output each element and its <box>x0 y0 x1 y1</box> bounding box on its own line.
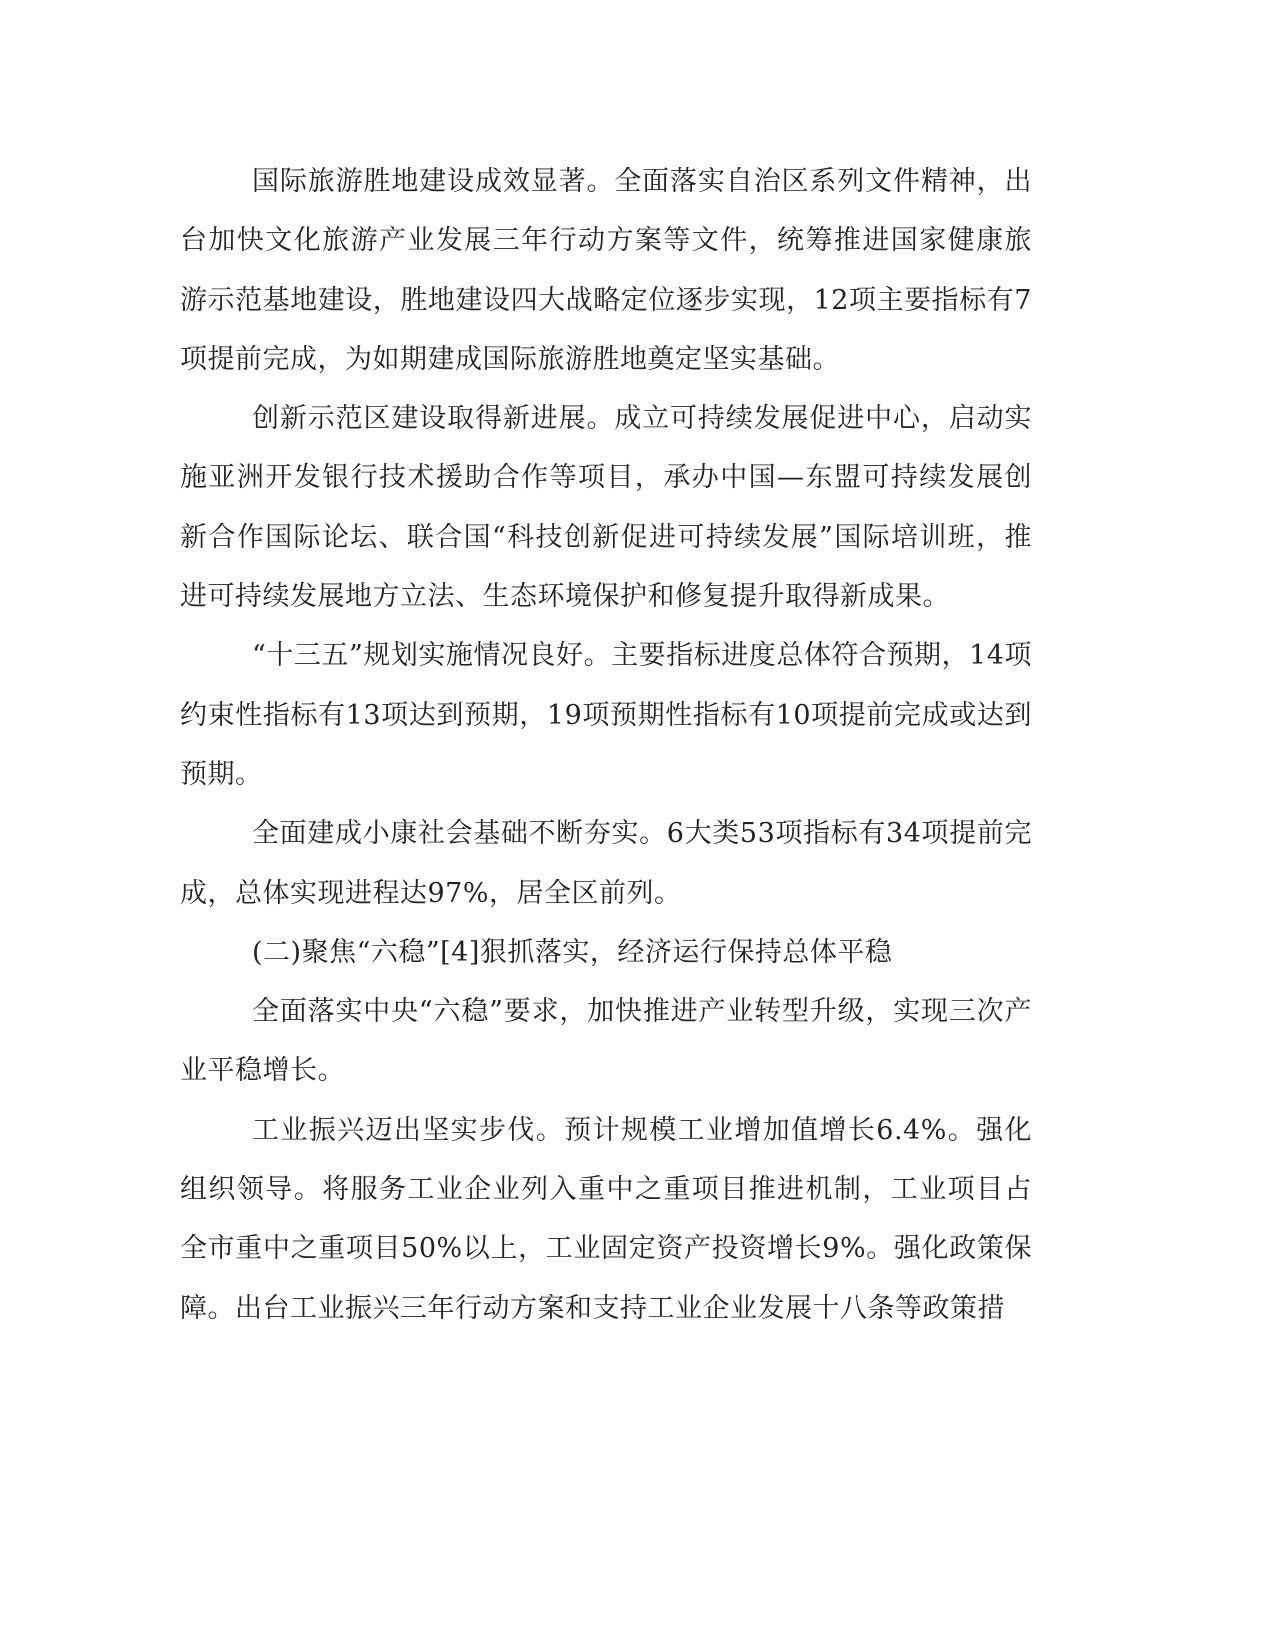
paragraph-five-year-plan: “十三五”规划实施情况良好。主要指标进度总体符合预期，14项约束性指标有13项达到预期，19项预期性指标有10项提前完成或达到预期。 <box>180 640 1032 790</box>
paragraph-tourism: 国际旅游胜地建设成效显著。全面落实自治区系列文件精神，出台加快文化旅游产业发展三年行动方案等文件，统筹推进国家健康旅游示范基地建设，胜地建设四大战略定位逐步实现，12项主要指标有7项提前完成，为如期建成国际旅游胜地奠定坚实基础。 <box>180 166 1032 375</box>
section-heading: (二)聚焦“六稳”[4]狠抓落实，经济运行保持总体平稳 <box>252 936 893 968</box>
paragraph-industry: 工业振兴迈出坚实步伐。预计规模工业增加值增长6.4%。强化组织领导。将服务工业企业列入重中之重项目推进机制，工业项目占全市重中之重项目50%以上，工业固定资产投资增长9%。强化政策保障。出台工业振兴三年行动方案和支持工业企业发展十八条等政策措 <box>180 1114 1032 1324</box>
paragraph-six-stabilities: 全面落实中央“六稳”要求，加快推进产业转型升级，实现三次产业平稳增长。 <box>180 996 1032 1087</box>
paragraph-innovation-zone: 创新示范区建设取得新进展。成立可持续发展促进中心，启动实施亚洲开发银行技术援助合作等项目，承办中国—东盟可持续发展创新合作国际论坛、联合国“科技创新促进可持续发展”国际培训班，推进可持续发展地方立法、生态环境保护和修复提升取得新成果。 <box>180 403 1032 613</box>
paragraph-xiaokang: 全面建成小康社会基础不断夯实。6大类53项指标有34项提前完成，总体实现进程达97%，居全区前列。 <box>180 818 1032 909</box>
document-page <box>180 152 1032 1338</box>
